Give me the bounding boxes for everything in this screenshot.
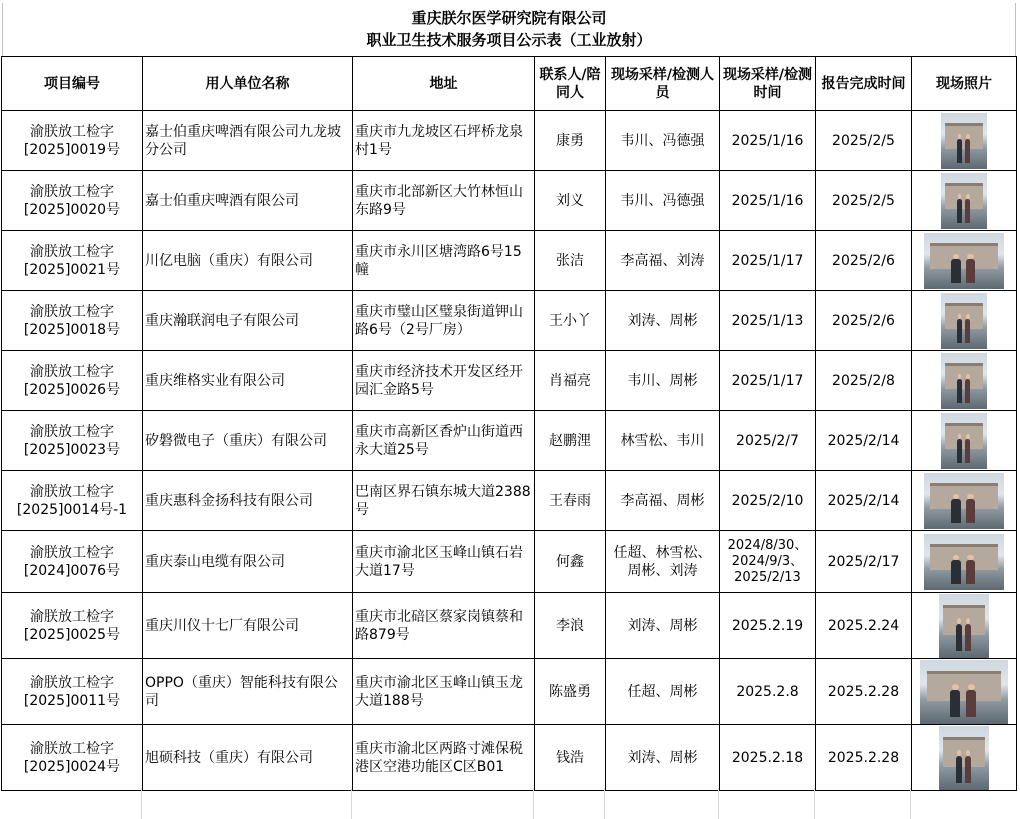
cell-project-code: 渝朕放工检字[2024]0076号: [2, 531, 143, 593]
person-head: [966, 314, 970, 319]
table-row: [2, 231, 1017, 291]
cell-address: 重庆市渝北区玉峰山镇玉龙大道188号: [353, 659, 535, 725]
table-row: [2, 593, 1017, 659]
cell-test-time: 2025/2/10: [720, 471, 816, 531]
cell-test-time: 2025/1/17: [720, 231, 816, 291]
company-title: 重庆朕尔医学研究院有限公司: [411, 9, 607, 27]
cell-project-code: 渝朕放工检字[2025]0020号: [2, 171, 143, 231]
cell-photo: [912, 471, 1017, 531]
cell-photo: [912, 531, 1017, 593]
cell-staff: 刘涛、周彬: [606, 725, 720, 791]
cell-report-time: 2025/2/6: [816, 291, 912, 351]
person-head: [966, 434, 970, 439]
cell-contact: 王小丫: [535, 291, 606, 351]
cell-project-code: 渝朕放工检字[2025]0018号: [2, 291, 143, 351]
table-row: [2, 291, 1017, 351]
cell-staff: 韦川、冯德强: [606, 171, 720, 231]
cell-contact: 王春雨: [535, 471, 606, 531]
col-header-contact: 联系人/陪同人: [535, 57, 606, 111]
cell-report-time: 2025.2.28: [816, 659, 912, 725]
site-photo[interactable]: [941, 413, 987, 469]
cell-photo: [912, 111, 1017, 171]
cell-unit-name: 重庆惠科金扬科技有限公司: [143, 471, 353, 531]
cell-test-time: 2025.2.19: [720, 593, 816, 659]
table-row: [2, 111, 1017, 171]
cell-unit-name: 重庆泰山电缆有限公司: [143, 531, 353, 593]
cell-address: 重庆市九龙坡区石坪桥龙泉村1号: [353, 111, 535, 171]
gridline: [533, 788, 534, 819]
cell-contact: 肖福亮: [535, 351, 606, 411]
col-header-photo: 现场照片: [912, 57, 1017, 111]
col-header-test-time: 现场采样/检测时间: [720, 57, 816, 111]
site-photo[interactable]: [941, 113, 987, 169]
person-figure: [950, 690, 961, 717]
cell-report-time: 2025/2/14: [816, 411, 912, 471]
person-figure: [951, 499, 961, 523]
cell-staff: 刘涛、周彬: [606, 291, 720, 351]
cell-report-time: 2025.2.28: [816, 725, 912, 791]
cell-project-code: 渝朕放工检字[2025]0014号-1: [2, 471, 143, 531]
person-figure: [956, 624, 962, 651]
cell-test-time: 2025/2/7: [720, 411, 816, 471]
person-figure: [965, 624, 971, 651]
gridline: [604, 788, 605, 819]
gridline: [141, 788, 142, 819]
cell-unit-name: 旭硕科技（重庆）有限公司: [143, 725, 353, 791]
building-shape: [927, 671, 1001, 701]
site-photo[interactable]: [920, 660, 1008, 724]
cell-report-time: 2025/2/14: [816, 471, 912, 531]
cell-staff: 李高福、刘涛: [606, 231, 720, 291]
person-figure: [966, 259, 976, 283]
cell-contact: 赵鹏浬: [535, 411, 606, 471]
person-figure: [965, 319, 971, 343]
cell-photo: [912, 659, 1017, 725]
person-figure: [965, 139, 971, 163]
table-row: [2, 531, 1017, 593]
header-row: [2, 57, 1017, 111]
gridline: [910, 788, 911, 819]
cell-staff: 林雪松、韦川: [606, 411, 720, 471]
site-photo[interactable]: [941, 353, 987, 409]
person-figure: [956, 756, 962, 783]
cell-test-time: 2025.2.18: [720, 725, 816, 791]
cell-test-time: 2024/8/30、2024/9/3、2025/2/13: [720, 531, 816, 593]
table-row: [2, 351, 1017, 411]
gridline: [718, 788, 719, 819]
site-photo[interactable]: [924, 534, 1004, 590]
gridline: [814, 788, 815, 819]
person-figure: [957, 139, 963, 163]
cell-project-code: 渝朕放工检字[2025]0025号: [2, 593, 143, 659]
cell-photo: [912, 171, 1017, 231]
person-figure: [957, 319, 963, 343]
person-figure: [951, 560, 961, 584]
cell-test-time: 2025/1/17: [720, 351, 816, 411]
cell-photo: [912, 593, 1017, 659]
person-figure: [966, 690, 977, 717]
cell-staff: 韦川、冯德强: [606, 111, 720, 171]
cell-staff: 任超、周彬: [606, 659, 720, 725]
cell-report-time: 2025/2/8: [816, 351, 912, 411]
project-table: [1, 56, 1017, 791]
cell-staff: 李高福、周彬: [606, 471, 720, 531]
person-figure: [957, 379, 963, 403]
person-figure: [957, 199, 963, 223]
cell-photo: [912, 291, 1017, 351]
building-shape: [943, 737, 985, 767]
cell-unit-name: 重庆瀚联润电子有限公司: [143, 291, 353, 351]
building-shape: [943, 605, 985, 635]
col-header-staff: 现场采样/检测人员: [606, 57, 720, 111]
site-photo[interactable]: [924, 473, 1004, 529]
person-figure: [951, 259, 961, 283]
col-header-unit: 用人单位名称: [143, 57, 353, 111]
cell-contact: 张洁: [535, 231, 606, 291]
cell-address: 重庆市渝北区两路寸滩保税港区空港功能区C区B01: [353, 725, 535, 791]
cell-photo: [912, 231, 1017, 291]
person-figure: [965, 756, 971, 783]
table-row: [2, 411, 1017, 471]
cell-test-time: 2025.2.8: [720, 659, 816, 725]
gridline: [351, 788, 352, 819]
cell-unit-name: 矽磐微电子（重庆）有限公司: [143, 411, 353, 471]
person-figure: [965, 199, 971, 223]
cell-unit-name: 嘉士伯重庆啤酒有限公司九龙坡分公司: [143, 111, 353, 171]
cell-contact: 康勇: [535, 111, 606, 171]
cell-project-code: 渝朕放工检字[2025]0023号: [2, 411, 143, 471]
person-head: [966, 194, 970, 199]
site-photo[interactable]: [939, 726, 989, 790]
col-header-address: 地址: [353, 57, 535, 111]
cell-unit-name: 川亿电脑（重庆）有限公司: [143, 231, 353, 291]
cell-staff: 任超、林雪松、周彬、刘涛: [606, 531, 720, 593]
person-figure: [957, 439, 963, 463]
cell-address: 巴南区界石镇东城大道2388号: [353, 471, 535, 531]
cell-contact: 钱浩: [535, 725, 606, 791]
person-figure: [966, 499, 976, 523]
col-header-report-time: 报告完成时间: [816, 57, 912, 111]
cell-photo: [912, 351, 1017, 411]
cell-project-code: 渝朕放工检字[2025]0011号: [2, 659, 143, 725]
person-figure: [965, 439, 971, 463]
cell-report-time: 2025/2/5: [816, 111, 912, 171]
cell-contact: 陈盛勇: [535, 659, 606, 725]
cell-photo: [912, 411, 1017, 471]
cell-staff: 刘涛、周彬: [606, 593, 720, 659]
building-shape: [930, 483, 997, 509]
cell-address: 重庆市璧山区璧泉街道钾山路6号（2号厂房）: [353, 291, 535, 351]
cell-project-code: 渝朕放工检字[2025]0021号: [2, 231, 143, 291]
cell-report-time: 2025/2/6: [816, 231, 912, 291]
table-row: [2, 471, 1017, 531]
building-shape: [930, 544, 997, 570]
table-row: [2, 725, 1017, 791]
person-head: [952, 684, 959, 690]
cell-address: 重庆市北部新区大竹林恒山东路9号: [353, 171, 535, 231]
cell-address: 重庆市北碚区蔡家岗镇蔡和路879号: [353, 593, 535, 659]
cell-unit-name: OPPO（重庆）智能科技有限公司: [143, 659, 353, 725]
cell-unit-name: 重庆维格实业有限公司: [143, 351, 353, 411]
cell-address: 重庆市永川区塘湾路6号15幢: [353, 231, 535, 291]
cell-unit-name: 重庆川仪十七厂有限公司: [143, 593, 353, 659]
site-photo[interactable]: [939, 594, 989, 658]
cell-report-time: 2025.2.24: [816, 593, 912, 659]
person-figure: [965, 379, 971, 403]
title-block: [2, 3, 1016, 56]
site-photo[interactable]: [924, 233, 1004, 289]
cell-contact: 刘义: [535, 171, 606, 231]
cell-unit-name: 嘉士伯重庆啤酒有限公司: [143, 171, 353, 231]
site-photo[interactable]: [941, 293, 987, 349]
cell-staff: 韦川、周彬: [606, 351, 720, 411]
person-head: [966, 374, 970, 379]
cell-contact: 何鑫: [535, 531, 606, 593]
table-row: [2, 659, 1017, 725]
person-figure: [966, 560, 976, 584]
building-shape: [930, 243, 997, 269]
cell-report-time: 2025/2/17: [816, 531, 912, 593]
cell-project-code: 渝朕放工检字[2025]0026号: [2, 351, 143, 411]
cell-test-time: 2025/1/16: [720, 111, 816, 171]
cell-photo: [912, 725, 1017, 791]
person-head: [968, 684, 975, 690]
cell-test-time: 2025/1/13: [720, 291, 816, 351]
cell-address: 重庆市经济技术开发区经开园汇金路5号: [353, 351, 535, 411]
cell-project-code: 渝朕放工检字[2025]0024号: [2, 725, 143, 791]
cell-test-time: 2025/1/16: [720, 171, 816, 231]
cell-project-code: 渝朕放工检字[2025]0019号: [2, 111, 143, 171]
cell-address: 重庆市渝北区玉峰山镇石岩大道17号: [353, 531, 535, 593]
cell-address: 重庆市高新区香炉山街道西永大道25号: [353, 411, 535, 471]
table-title: 职业卫生技术服务项目公示表（工业放射）: [366, 31, 652, 49]
person-head: [966, 134, 970, 139]
cell-report-time: 2025/2/5: [816, 171, 912, 231]
site-photo[interactable]: [941, 173, 987, 229]
cell-contact: 李浪: [535, 593, 606, 659]
col-header-code: 项目编号: [2, 57, 143, 111]
empty-grid-area: [1, 788, 1016, 819]
table-row: [2, 171, 1017, 231]
